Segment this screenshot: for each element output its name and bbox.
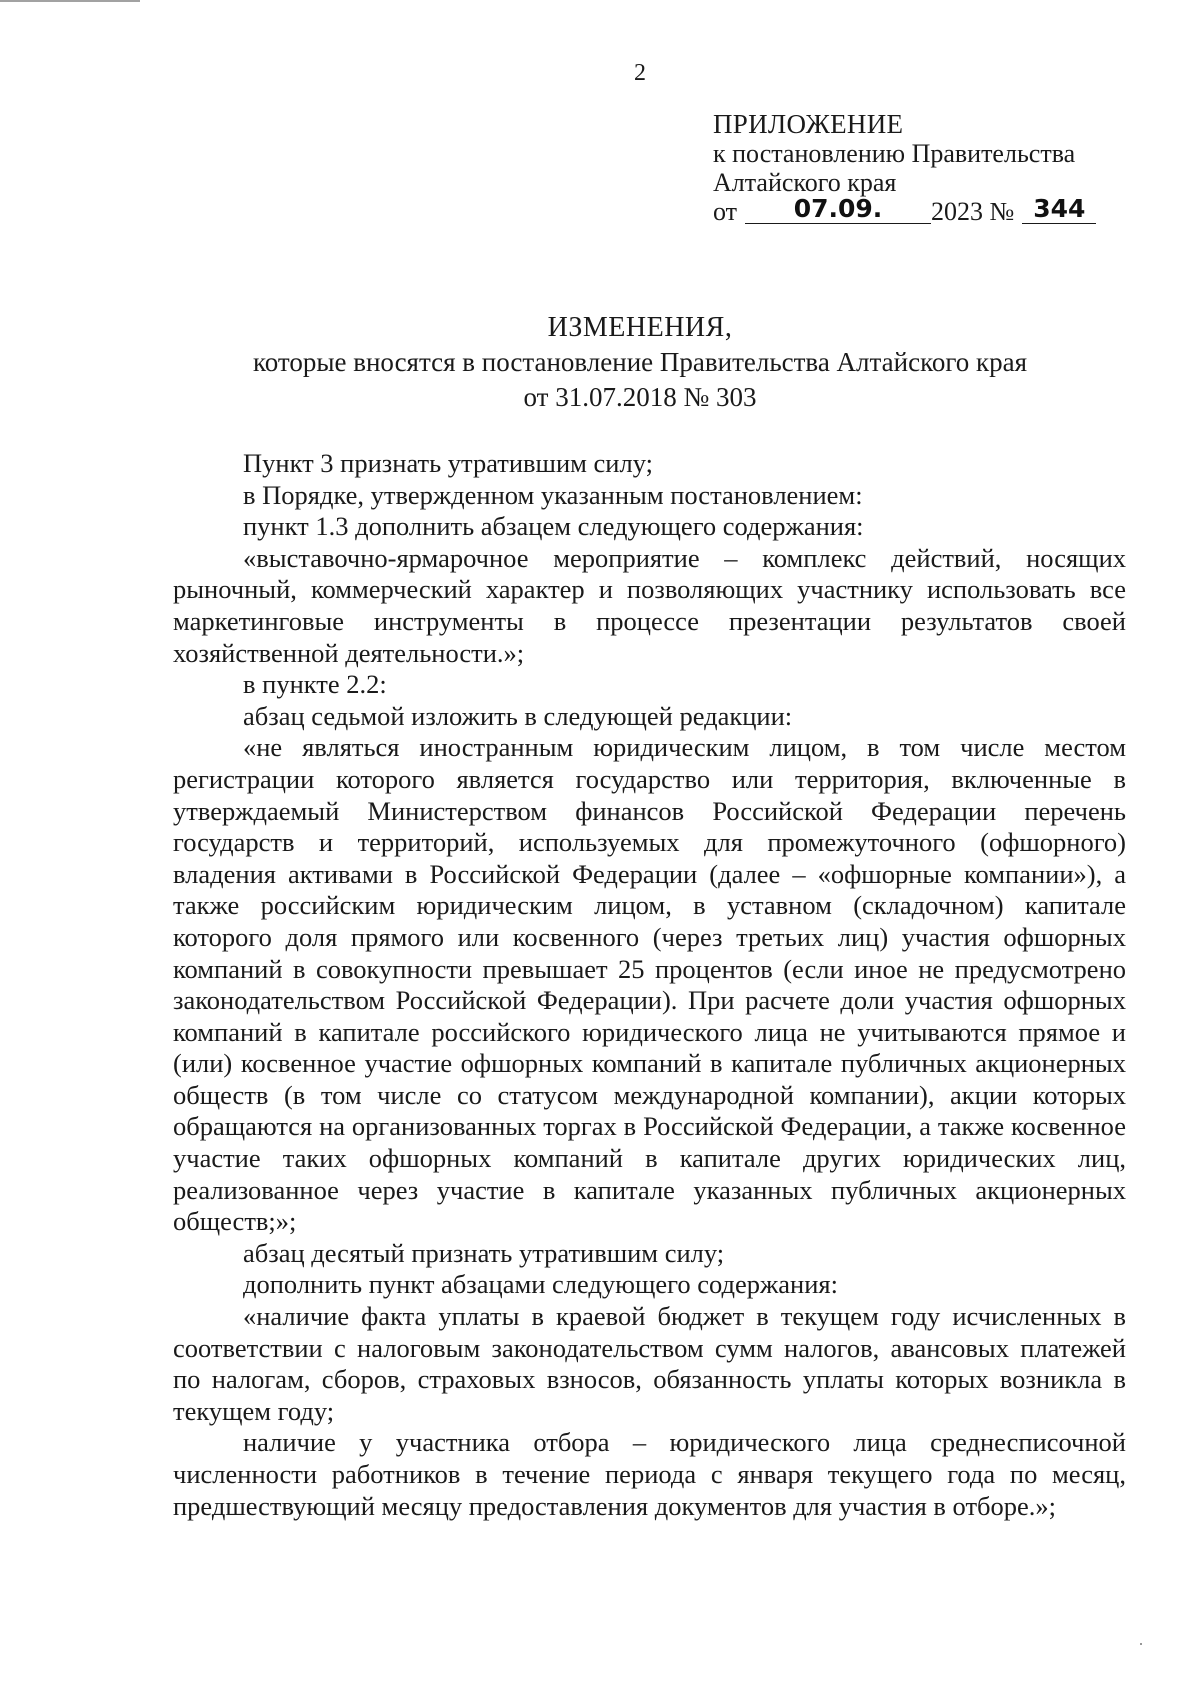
- paragraph: «выставочно-ярмарочное мероприятие – комплекс действий, носящих рыночный, коммерческий характер и позволяющих участнику использовать все маркетинговые инструменты в процессе презентации результатов своей хозяйственной деятельности.»;: [173, 542, 1126, 668]
- paragraph: в пункте 2.2:: [243, 669, 387, 700]
- number-value: 344: [1033, 194, 1086, 223]
- paragraph: «наличие факта уплаты в краевой бюджет в текущем году исчисленных в соответствии с налоговым законодательством сумм налогов, авансовых платежей по налогам, сборов, страховых взносов, обязанность уплаты которых возникла в текущем году;: [173, 1301, 1126, 1426]
- scan-speck: [1140, 1643, 1142, 1645]
- heading-line-1: которые вносятся в постановление Правительства Алтайского края: [252, 347, 1027, 377]
- paragraph: в Порядке, утвержденном указанным постановлением:: [243, 479, 863, 510]
- date-prefix: от: [713, 197, 738, 226]
- number-blank: [1022, 194, 1096, 224]
- page-number: 2: [634, 60, 646, 86]
- date-blank: [745, 194, 931, 224]
- appendix-title: ПРИЛОЖЕНИЕ: [713, 109, 904, 139]
- appendix-line-1: к постановлению Правительства: [713, 139, 1076, 168]
- document-body: [173, 448, 1126, 1522]
- appendix-line-2: Алтайского края: [713, 168, 897, 197]
- document-heading: [0, 310, 1200, 415]
- date-value: 07.09.: [793, 194, 883, 223]
- paragraph: абзац десятый признать утратившим силу;: [243, 1237, 725, 1268]
- paragraph: абзац седьмой изложить в следующей редакции:: [243, 700, 793, 731]
- year-text: 2023 №: [931, 197, 1015, 226]
- paragraph: наличие у участника отбора – юридического лица среднесписочной численности работников в течение периода с января текущего года по месяц, предшествующий месяцу предоставления документов для участия в отборе.»;: [173, 1427, 1126, 1521]
- paragraph: дополнить пункт абзацами следующего содержания:: [243, 1269, 838, 1300]
- paragraph: Пункт 3 признать утратившим силу;: [243, 448, 653, 478]
- scan-edge-mark: [0, 0, 140, 6]
- heading-title: ИЗМЕНЕНИЯ,: [547, 312, 733, 343]
- appendix-date-line: [713, 194, 1096, 226]
- paragraph: пункт 1.3 дополнить абзацем следующего содержания:: [243, 511, 864, 542]
- appendix-block: [713, 110, 1096, 226]
- heading-line-2: от 31.07.2018 № 303: [523, 382, 757, 412]
- paragraph: «не являться иностранным юридическим лицом, в том числе местом регистрации которого является государство или территория, включенные в утверждаемый Министерством финансов Российской Федерации перечень государств и территорий, используемых для промежуточного (офшорного) владения активами в Российской Федерации (далее – «офшорные компании»), а также российским юридическим лицом, в уставном (складочном) капитале которого доля прямого или косвенного (через третьих лиц) участия офшорных компаний в совокупности превышает 25 процентов (если иное не предусмотрено законодательством Российской Федерации). При расчете доли участия офшорных компаний в капитале российского юридического лица не учитываются прямое и (или) косвенное участие офшорных компаний в капитале публичных акционерных обществ (в том числе со статусом международной компании), акции которых обращаются на организованных торгах в Российской Федерации, а также косвенное участие таких офшорных компаний в капитале других юридических лиц, реализованное через участие в капитале указанных публичных акционерных обществ;»;: [173, 732, 1126, 1237]
